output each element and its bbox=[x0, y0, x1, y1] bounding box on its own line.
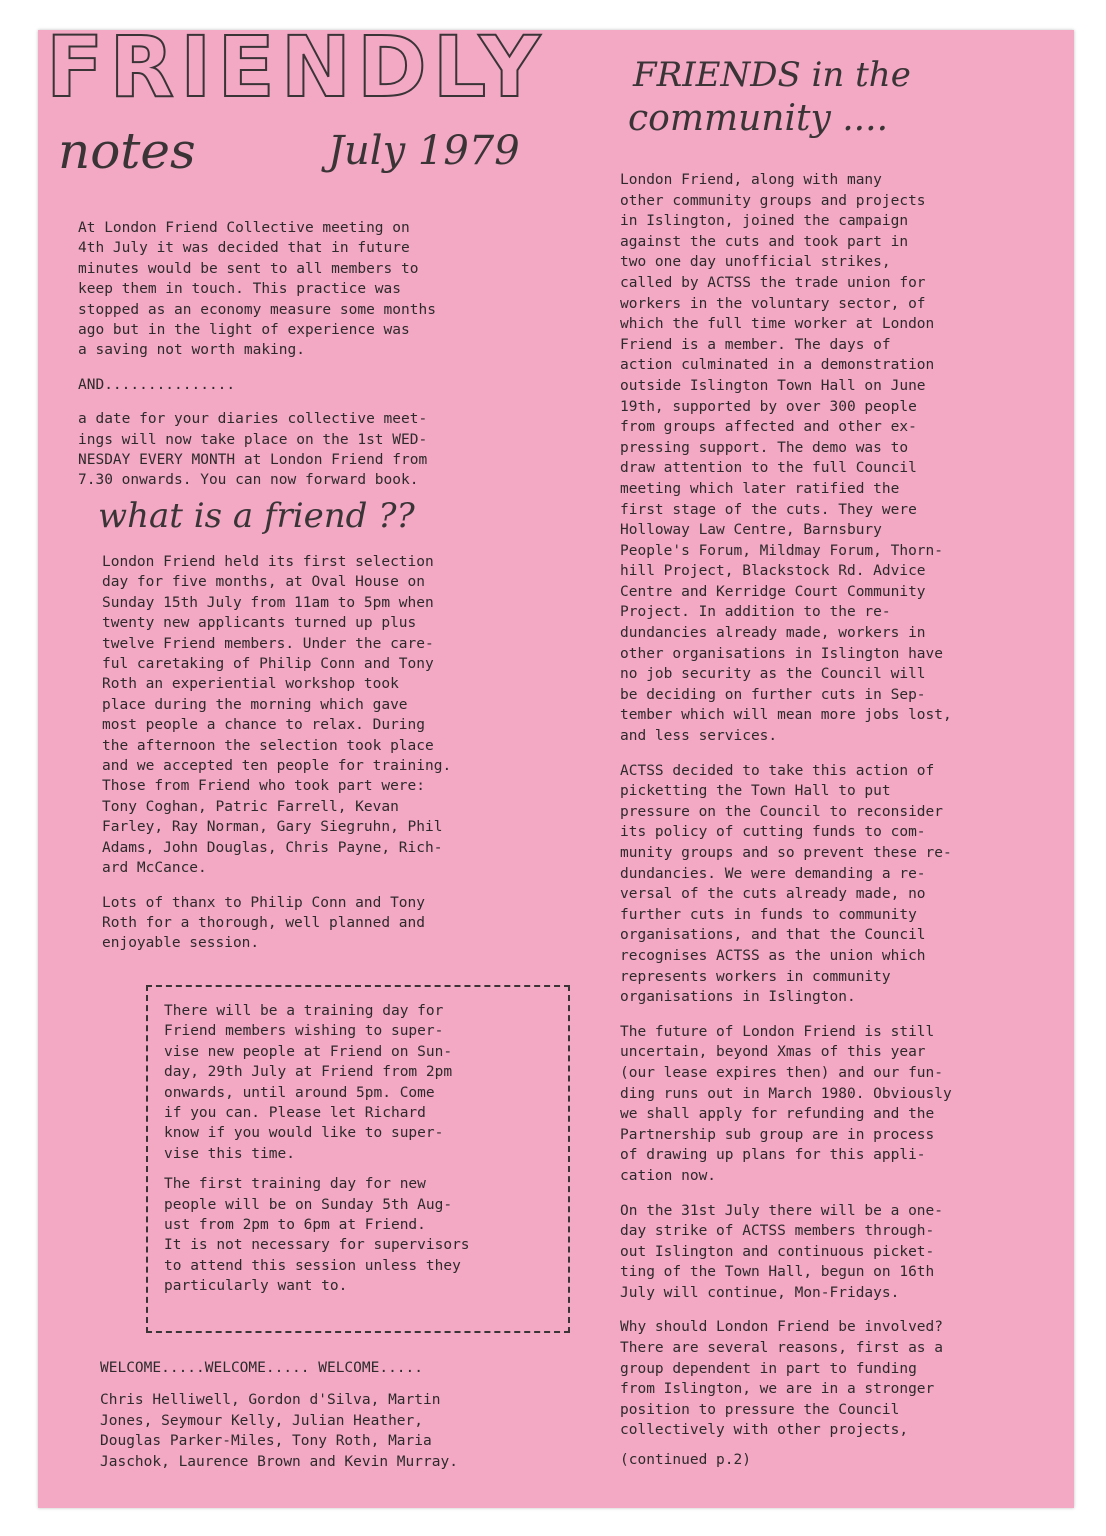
welcome-section bbox=[100, 1358, 570, 1484]
masthead-subtitle: notes bbox=[58, 122, 196, 180]
intro-and: AND............... bbox=[78, 376, 236, 393]
intro-paragraph: At London Friend Collective meeting on 4th July it was decided that in future minutes would be sent to all members to keep them in touch. This practice was stopped as an economy measure some months ago but in the light of experience was a saving not worth making. bbox=[78, 220, 436, 359]
thanks-paragraph: Lots of thanx to Philip Conn and Tony Roth for a thorough, well planned and enjoyable session. bbox=[102, 894, 426, 952]
community-heading-line1: FRIENDS in the bbox=[633, 55, 911, 95]
intro-section bbox=[78, 218, 548, 505]
selection-day-paragraph: London Friend held its first selection day for five months, at Oval House on Sunday 15th July from 11am to 5pm when twenty new applicants turned up plus twelve Friend members. Under the care- ful caretaking of Philip Conn and Tony Roth an experiential workshop took place during the morning which gave most people a chance to relax. During the afternoon the selection took place and we accepted ten people for training. Those from Friend who took part were: Tony Coghan, Patric Farrell, Kevan Farley, Ray Norman, Gary Siegruhn, Phil Adams, John Douglas, Chris Payne, Rich- ard McCance. bbox=[102, 554, 452, 877]
training-supervisors-paragraph: There will be a training day for Friend members wishing to super- vise new people at Friend on Sun- day, 29th July at Friend from 2pm onwards, until around 5pm. Come if you can. Please let Richard know if you would like to super- vise this time. bbox=[164, 1003, 453, 1162]
training-new-people-paragraph: The first training day for new people will be on Sunday 5th Aug- ust from 2pm to 6pm at Friend. It is not necessary for supervisors to attend this session unless they particularly want to. bbox=[164, 1176, 470, 1295]
community-paragraph-1: London Friend, along with many other community groups and projects in Islington, joined the campaign against the cuts and took part in two one day unofficial strikes, called by ACTSS the trade union for workers in the voluntary sector, of which the full time worker at London Friend is a member. The days of action culminated in a demonstration outside Islington Town Hall on June 19th, supported by over 300 people from groups affected and other ex- pressing support. The demo was to draw attention to the full Council meeting which later ratified the first stage of the cuts. They were Holloway Law Centre, Barnsbury People's Forum, Mildmay Forum, Thorn- hill Project, Blackstock Rd. Advice Centre and Kerridge Court Community Project. In addition to the re- dundancies already made, workers in other organisations in Islington have no job security as the Council will be deciding on further cuts in Sep- tember which will mean more jobs lost, and less services. bbox=[620, 172, 952, 745]
masthead-date: July 1979 bbox=[328, 128, 520, 174]
community-paragraph-3: The future of London Friend is still uncertain, beyond Xmas of this year (our lease expires then) and our fun- ding runs out in March 1980. Obviously we shall apply for refunding and the Partnership sub group are in process of drawing up plans for this appli- cation now. bbox=[620, 1023, 952, 1184]
community-section bbox=[620, 170, 1050, 1455]
community-heading-line2: community .... bbox=[628, 98, 889, 139]
masthead-title: FRIENDLY bbox=[46, 18, 546, 116]
community-paragraph-5: Why should London Friend be involved? There are several reasons, first as a group dependent in part to funding from Islington, we are in a stronger position to pressure the Council collectively with other projects, bbox=[620, 1319, 944, 1439]
newsletter-page bbox=[38, 18, 1074, 1508]
community-paragraph-4: On the 31st July there will be a one- day strike of ACTSS members through- out Islington and continuous picket- ting of the Town Hall, begun on 16th July will continue, Mon-Fridays. bbox=[620, 1202, 944, 1301]
welcome-names: Chris Helliwell, Gordon d'Silva, Martin Jones, Seymour Kelly, Julian Heather, Douglas Parker-Miles, Tony Roth, Maria Jaschok, Laurence Brown and Kevin Murray. bbox=[100, 1392, 458, 1470]
welcome-line: WELCOME.....WELCOME..... WELCOME..... bbox=[100, 1360, 424, 1376]
meeting-date-paragraph: a date for your diaries collective meet- ings will now take place on the 1st WED- NESDAY EVERY MONTH at London Friend from 7.30 onwards. You can now forward book. bbox=[78, 411, 428, 489]
continued-note: (continued p.2) bbox=[620, 1452, 751, 1468]
training-notice-box bbox=[146, 985, 570, 1333]
selection-day-section bbox=[102, 552, 552, 968]
community-paragraph-2: ACTSS decided to take this action of picketting the Town Hall to put pressure on the Council to reconsider its policy of cutting funds to com- munity groups and so prevent these re- dundancies. We were demanding a re- versal of the cuts already made, no further cuts in funds to community organisations, and that the Council recognises ACTSS as the union which represents workers in community organisations in Islington. bbox=[620, 762, 952, 1006]
what-is-a-friend-heading: what is a friend ?? bbox=[98, 496, 415, 536]
